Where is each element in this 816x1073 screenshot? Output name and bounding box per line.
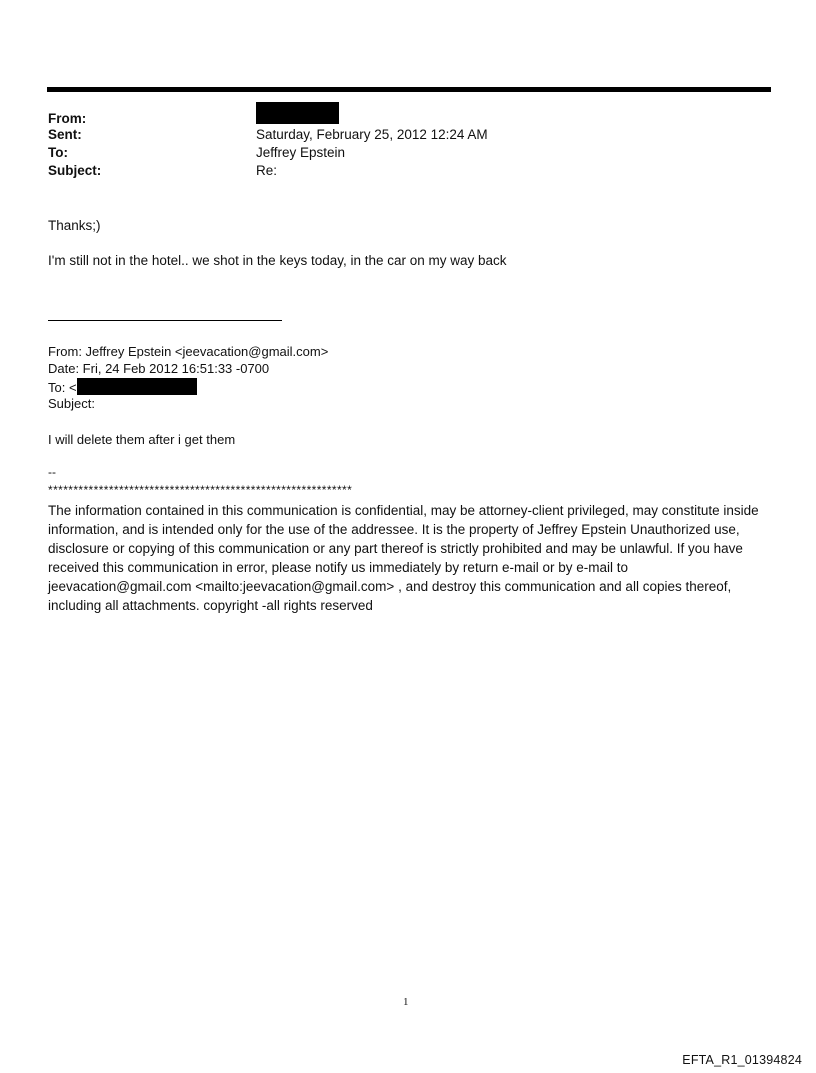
top-rule xyxy=(47,87,771,92)
quoted-from: From: Jeffrey Epstein <jeevacation@gmail.com> xyxy=(48,344,329,359)
body-line-2: I'm still not in the hotel.. we shot in the keys today, in the car on my way back xyxy=(48,253,507,268)
quoted-date: Date: Fri, 24 Feb 2012 16:51:33 -0700 xyxy=(48,361,270,376)
sent-value: Saturday, February 25, 2012 12:24 AM xyxy=(256,127,488,142)
confidentiality-disclaimer: The information contained in this communication is confidential, may be attorney-client privileged, may constitute inside information, and is intended only for the use of the addressee. It is the property of Jeffrey Epstein Unauthorized use, disclosure or copying of this communication or any part thereof is strictly prohibited and may be unlawful. If you have received this communication in error, please notify us immediately by return e-mail or by e-mail to jeevacation@gmail.com <mailto:jeevacation@gmail.com> , and destroy this communication and all copies thereof, including all attachments. copyright -all rights reserved xyxy=(48,503,759,613)
quoted-to-prefix: To: < xyxy=(48,380,77,395)
quoted-message: I will delete them after i get them xyxy=(48,432,236,447)
document-id: EFTA_R1_01394824 xyxy=(682,1053,802,1067)
quoted-subject: Subject: xyxy=(48,396,95,411)
body-line-1: Thanks;) xyxy=(48,218,101,233)
sent-label: Sent: xyxy=(48,127,82,142)
signature-stars: ************************************************************ xyxy=(48,483,353,497)
redaction-box xyxy=(77,378,197,395)
to-label: To: xyxy=(48,145,68,160)
quoted-to xyxy=(48,378,197,396)
subject-label: Subject: xyxy=(48,163,102,178)
redaction-box xyxy=(256,102,339,124)
from-label: From: xyxy=(48,111,87,126)
signature-dashes: -- xyxy=(48,465,56,479)
to-value: Jeffrey Epstein xyxy=(256,145,346,160)
subject-value: Re: xyxy=(256,163,278,178)
page-number: 1 xyxy=(403,996,409,1008)
separator-line xyxy=(48,320,282,321)
